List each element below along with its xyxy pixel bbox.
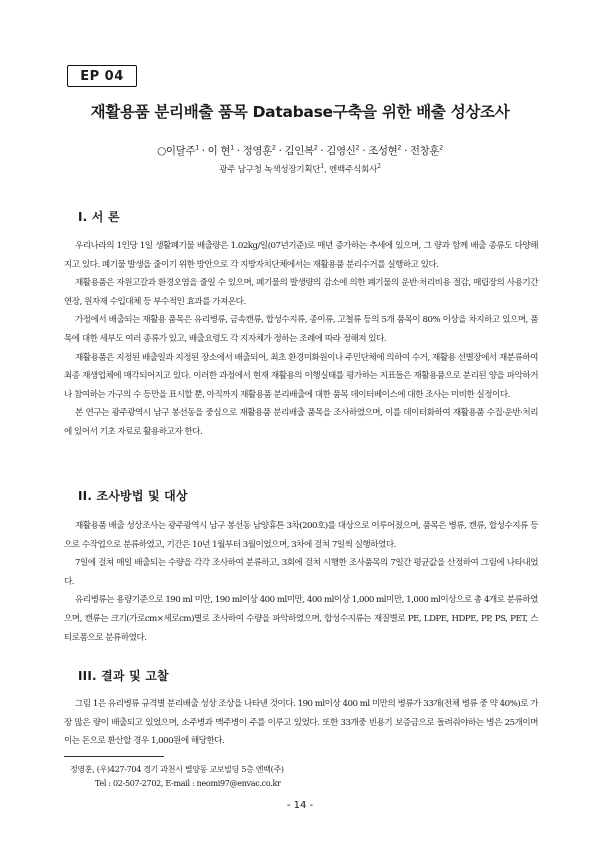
author-sup: 2 <box>397 143 402 152</box>
page-number: - 14 - <box>286 800 314 811</box>
paper-title: 재활용품 분리배출 품목 Database구축을 위한 배출 성상조사 <box>90 103 510 121</box>
affiliation-list: 광주 남구청 녹색성장기획단$^1$, 엔백주식회사$^2$ <box>219 163 381 175</box>
paragraph: 우리나라의 1인당 1일 생활폐기물 배출량은 1.02kg/일(07년기준)로 매년 증가하는 추세에 있으며, 그 량과 함께 배출 종류도 다양해지고 있다. 폐기물 발생을 줄이기 위한 방안으로 각 지방자치단체에서는 재활용품 분리수거를 실행하고 있다. <box>64 241 538 270</box>
affiliation-sup: 1 <box>320 163 325 171</box>
section-heading-introduction: I. 서 론 <box>78 210 120 224</box>
footnote-address: 정영훈, (우)427-704 경기 과천시 별양동 교보빌딩 5층 엔백(주) <box>70 765 284 774</box>
author-sup: 1 <box>230 143 234 152</box>
session-label: EP 04 <box>67 65 137 87</box>
author-sup: 2 <box>439 143 443 152</box>
author-name: 전창훈 <box>409 145 440 157</box>
paragraph: 재활용품 배출 성상조사는 광주광역시 남구 봉선동 남양휴튼 3차(200호)를 대상으로 이루어졌으며, 품목은 병류, 캔류, 합성수지류 등으로 수작업으로 분류하였고, 기간은 10년 1월부터 3월이었으며, 3차에 걸쳐 7일씩 실행하였다. <box>64 521 538 550</box>
author-sup: 1 <box>195 143 199 152</box>
author-sup: 2 <box>313 143 318 152</box>
footnote-divider <box>64 756 164 757</box>
section-body-results <box>64 695 538 751</box>
author-name: ○이달주 <box>157 145 196 157</box>
author-sup: 2 <box>271 143 276 152</box>
author-name: 조성현 <box>368 145 398 157</box>
paragraph: 그림 1은 유리병류 규격별 분리배출 성상 조상을 나타낸 것이다. 190 ml이상 400 ml 미만의 병류가 33개(전체 병류 중 약 40%)로 가장 많은 량이 배출되고 있었으며, 소주병과 맥주병이 주를 이루고 있었다. 또한 33개중 빈용기 보증금으로 돌려줘야하는 병은 25개이며 이는 돈으로 환산할 경우 1,000원에 해당한다. <box>64 699 538 747</box>
affiliation-sup: 2 <box>377 163 381 171</box>
paragraph: 가정에서 배출되는 재활용 품목은 유리병류, 금속캔류, 합성수지류, 종이류, 고철류 등의 5개 품목이 80% 이상을 차지하고 있으며, 품목에 대한 세부도 여러 종류가 있고, 배출요령도 각 지자체가 정하는 조례에 따라 정해져 있다. <box>64 315 538 344</box>
section-body-introduction <box>64 237 538 442</box>
section-heading-methods: II. 조사방법 및 대상 <box>78 489 188 503</box>
paragraph: 본 연구는 광주광역시 남구 봉선동을 중심으로 재활용품 분리배출 품목을 조사하였으며, 이를 데이터화하여 재활용품 수집·운반·처리에 있어서 기초 자료로 활용하고자 한다. <box>64 408 538 437</box>
footnote <box>70 763 530 790</box>
author-name: 김인복 <box>284 145 314 157</box>
author-name: 정영훈 <box>242 145 272 157</box>
author-list: ○이달주$^1$ · 이 현$^1$ · 정영훈$^2$ · 김인복$^2$ · 김영신$^2$ · 조성현$^2$ · 전창훈$^2$ <box>157 143 443 157</box>
author-name: 김영신 <box>326 145 356 157</box>
paragraph: 유리병류는 용량기준으로 190 ml 미만, 190 ml이상 400 ml미만, 400 ml이상 1,000 ml미만, 1,000 ml이상으로 총 4개로 분류하였으며, 캔류는 크기(가로cm×세로cm)별로 조사하여 수량을 파악하였으며, 합성수지류는 재질별로 PE, LDPE, HDPE, PP, PS, PET, 스티로폼으로 분류하였다. <box>64 595 538 643</box>
author-name: 이 현 <box>207 145 231 157</box>
paragraph: 재활용품은 자원고갈과 환경오염을 줄일 수 있으며, 폐기물의 발생량의 감소에 의한 폐기물의 운반·처리비용 절감, 매립장의 사용기간 연장, 원자재 수입대체 등 부수적인 효과를 가져온다. <box>64 278 538 307</box>
section-body-methods <box>64 517 538 647</box>
footnote-contact: Tel : 02-507-2702, E-mail : neomi97@envac.co.kr <box>95 778 281 788</box>
affiliation-name: 엔백주식회사 <box>329 165 378 175</box>
paragraph: 7일에 걸쳐 매일 배출되는 수량을 각각 조사하여 분류하고, 3회에 걸쳐 시행한 조사품목의 7일간 평균값을 산정하여 그림에 나타내었다. <box>64 558 538 587</box>
section-heading-results: III. 결과 및 고찰 <box>78 669 169 683</box>
author-sup: 2 <box>355 143 360 152</box>
affiliation-name: 광주 남구청 녹색성장기획단 <box>219 165 321 175</box>
paragraph: 재활용품은 지정된 배출일과 지정된 장소에서 배출되어, 최초 환경미화원이나 주민단체에 의하여 수거, 재활용 선별장에서 재분류하여 최종 재생업체에 매각되어지고 있다. 이러한 과정에서 현재 재활용의 이행실태를 평가하는 지표들은 재활용품으로 분리된 양을 파악하거나 참여하는 가구의 수 등만을 표시할 뿐, 아직까지 재활용품 분리배출에 대한 품목 데이터베이스에 대한 조사는 미비한 실정이다. <box>64 352 538 400</box>
